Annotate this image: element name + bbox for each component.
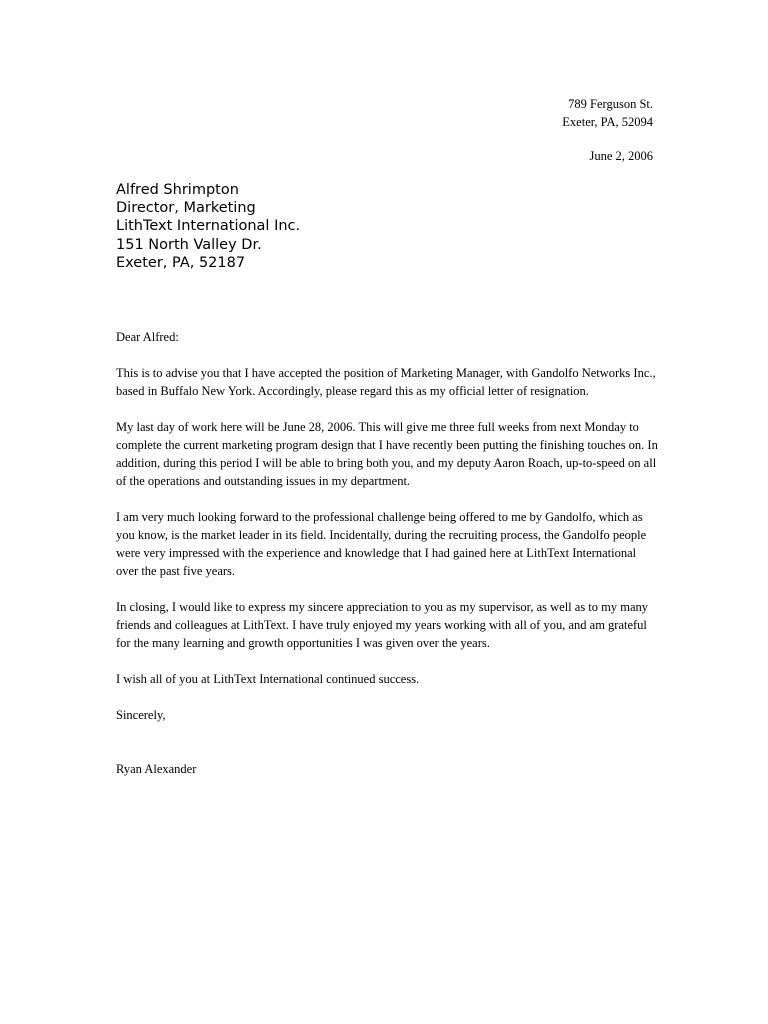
paragraph-appreciation: In closing, I would like to express my sincere appreciation to you as my supervisor, as well as to my many friends and colleagues at LithText. I have truly enjoyed my years working with all of you, and am grateful for the many learning and growth opportunities I was given over the years. (116, 600, 649, 650)
salutation: Dear Alfred: (116, 330, 179, 344)
paragraph-acceptance: This is to advise you that I have accepted the position of Marketing Manager, with Gandolfo Networks Inc., based in Buffalo New York. Accordingly, please regard this as my official letter of resignation. (116, 366, 656, 398)
signature-name: Ryan Alexander (116, 762, 197, 776)
recipient-company: LithText International Inc. (116, 218, 301, 235)
recipient-address (116, 181, 300, 272)
letter-date: June 2, 2006 (589, 149, 653, 163)
paragraph-well-wishes: I wish all of you at LithText International continued success. (116, 672, 420, 686)
paragraph-new-challenge: I am very much looking forward to the professional challenge being offered to me by Gandolfo, which as you know, is the market leader in its field. Incidentally, during the recruiting process, the Gandolfo people were very impressed with the experience and knowledge that I had gained here at LithText International over the past five years. (116, 510, 647, 578)
recipient-title: Director, Marketing (116, 200, 256, 217)
recipient-street: 151 North Valley Dr. (116, 236, 262, 253)
recipient-city-line: Exeter, PA, 52187 (116, 254, 246, 271)
sender-address (562, 95, 653, 131)
sender-street: 789 Ferguson St. (568, 97, 653, 111)
sender-city-line: Exeter, PA, 52094 (562, 115, 653, 129)
recipient-name: Alfred Shrimpton (116, 182, 239, 198)
closing: Sincerely, (116, 708, 166, 722)
paragraph-last-day: My last day of work here will be June 28, 2006. This will give me three full weeks from next Monday to complete the current marketing program design that I have recently been putting the finishing touches on. In addition, during this period I will be able to bring both you, and my deputy Aaron Roach, up-to-speed on all of the operations and outstanding issues in my department. (116, 420, 658, 488)
letter-body (116, 328, 661, 778)
